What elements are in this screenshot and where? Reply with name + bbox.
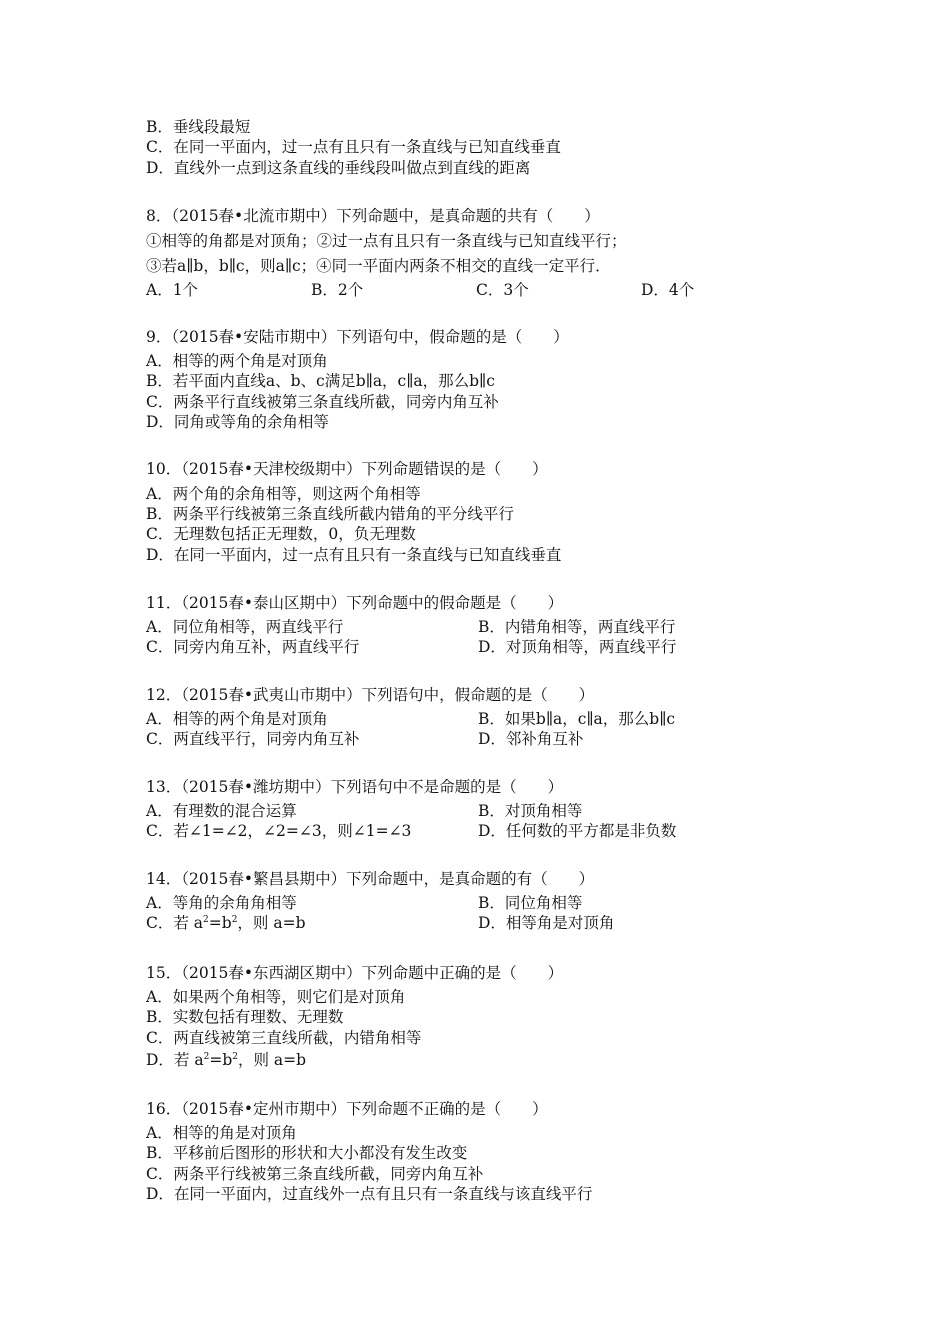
question-13-option-d: D．任何数的平方都是非负数 (478, 822, 677, 840)
exponent: 2 (203, 914, 209, 925)
question-9-option-c: C．两条平行直线被第三条直线所截，同旁内角互补 (146, 393, 499, 411)
question-12-stem: 12．（2015春•武夷山市期中）下列语句中，假命题的是（ ） (146, 686, 595, 704)
question-16-option-d: D．在同一平面内，过直线外一点有且只有一条直线与该直线平行 (146, 1185, 593, 1203)
question-10-option-a: A．两个角的余角相等，则这两个角相等 (146, 485, 421, 503)
question-15-stem: 15．（2015春•东西湖区期中）下列命题中正确的是（ ） (146, 964, 564, 982)
exponent: 2 (232, 1051, 238, 1062)
question-15-option-b: B．实数包括有理数、无理数 (146, 1008, 344, 1026)
question-12-option-b: B．如果b∥a，c∥a，那么b∥c (478, 710, 676, 728)
question-9-option-d: D．同角或等角的余角相等 (146, 413, 329, 431)
question-14-option-a: A．等角的余角角相等 (146, 894, 297, 912)
exponent: 2 (231, 914, 238, 925)
question-12-option-a: A．相等的两个角是对顶角 (146, 710, 328, 728)
question-14-option-d: D．相等角是对顶角 (478, 914, 615, 932)
question-8-option-d: D．4个 (641, 281, 695, 299)
question-13-option-a: A．有理数的混合运算 (146, 802, 297, 820)
prev-option-c: C．在同一平面内，过一点有且只有一条直线与已知直线垂直 (146, 138, 561, 156)
question-10-option-b: B．两条平行线被第三条直线所截内错角的平分线平行 (146, 505, 514, 523)
question-12-option-c: C．两直线平行，同旁内角互补 (146, 730, 360, 748)
question-13-stem: 13．（2015春•潍坊期中）下列语句中不是命题的是（ ） (146, 778, 564, 796)
question-11-option-c: C．同旁内角互补，两直线平行 (146, 638, 360, 656)
question-16-option-b: B．平移前后图形的形状和大小都没有发生改变 (146, 1144, 468, 1162)
question-8-stem: 8．（2015春•北流市期中）下列命题中，是真命题的共有（ ） (146, 207, 600, 225)
question-8-option-c: C．3个 (476, 281, 529, 299)
question-15-option-a: A．如果两个角相等，则它们是对顶角 (146, 988, 406, 1006)
question-13-option-b: B．对顶角相等 (478, 802, 583, 820)
question-16-stem: 16．（2015春•定州市期中）下列命题不正确的是（ ） (146, 1100, 548, 1118)
question-14-stem: 14．（2015春•繁昌县期中）下列命题中，是真命题的有（ ） (146, 870, 595, 888)
question-13-option-c: C．若∠1=∠2，∠2=∠3，则∠1=∠3 (146, 822, 412, 840)
question-11-option-b: B．内错角相等，两直线平行 (478, 618, 676, 636)
question-9-option-b: B．若平面内直线a、b、c满足b∥a，c∥a，那么b∥c (146, 372, 495, 390)
prev-option-d: D．直线外一点到这条直线的垂线段叫做点到直线的距离 (146, 159, 531, 177)
question-16-option-a: A．相等的角是对顶角 (146, 1124, 297, 1142)
prev-option-b: B．垂线段最短 (146, 118, 251, 136)
question-14-option-c: C．若 $a^2=b^2$，则 a=b (146, 914, 306, 932)
question-8-statements-1: ①相等的角都是对顶角；②过一点有且只有一条直线与已知直线平行； (146, 232, 627, 250)
question-16-option-c: C．两条平行线被第三条直线所截，同旁内角互补 (146, 1165, 484, 1183)
question-8-option-b: B．2个 (311, 281, 364, 299)
question-9-stem: 9．（2015春•安陆市期中）下列语句中，假命题的是（ ） (146, 328, 569, 346)
question-10-option-c: C．无理数包括正无理数，0，负无理数 (146, 525, 416, 543)
question-9-option-a: A．相等的两个角是对顶角 (146, 352, 328, 370)
question-12-option-d: D．邻补角互补 (478, 730, 584, 748)
question-11-option-d: D．对顶角相等，两直线平行 (478, 638, 677, 656)
question-11-option-a: A．同位角相等，两直线平行 (146, 618, 344, 636)
question-15-option-d: D．若 $a^2=b^2$，则 a=b (146, 1051, 307, 1069)
question-11-stem: 11．（2015春•泰山区期中）下列命题中的假命题是（ ） (146, 594, 564, 612)
question-10-option-d: D．在同一平面内，过一点有且只有一条直线与已知直线垂直 (146, 546, 562, 564)
question-10-stem: 10．（2015春•天津校级期中）下列命题错误的是（ ） (146, 460, 548, 478)
exponent: 2 (203, 1051, 210, 1062)
question-8-statements-2: ③若a∥b，b∥c，则a∥c；④同一平面内两条不相交的直线一定平行． (146, 257, 611, 275)
question-14-option-b: B．同位角相等 (478, 894, 583, 912)
question-8-option-a: A．1个 (146, 281, 199, 299)
question-15-option-c: C．两直线被第三直线所截，内错角相等 (146, 1029, 422, 1047)
